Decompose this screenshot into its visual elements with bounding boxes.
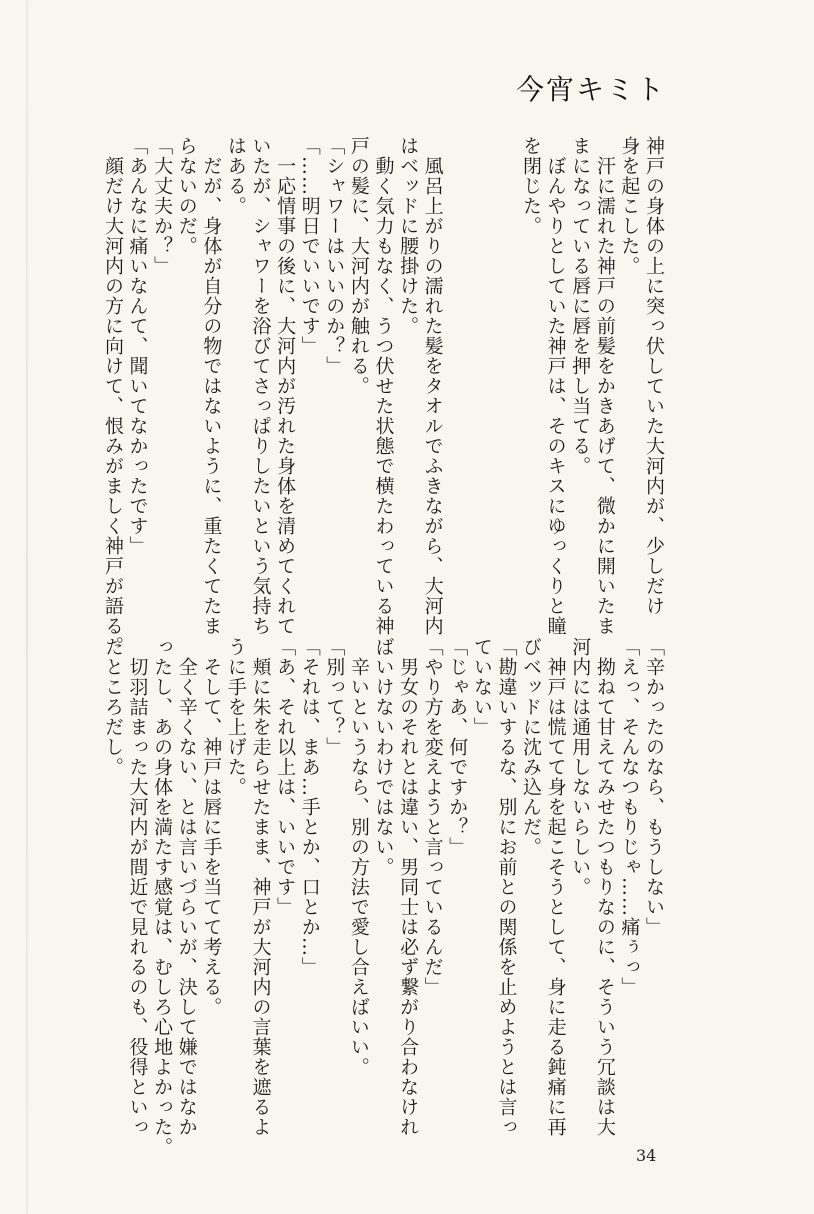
text-line: 「あ、それ以上は、いいです」	[274, 637, 297, 917]
text-line: 「別って？」	[323, 637, 346, 757]
text-line: 「シャワーはいいのか？」	[323, 136, 346, 376]
text-line: 「やり方を変えようと言っているんだ」	[421, 637, 444, 997]
text-line: びベッドに沈み込んだ。	[520, 637, 543, 857]
text-line: 「……明日でいいです」	[298, 136, 321, 356]
text-line: ったし、あの身体を満たす感覚は、むしろ心地よかった。	[151, 637, 174, 1157]
text-line: いたが、シャワーを浴びてさっぱりしたいという気持ち	[249, 136, 272, 636]
text-line: らないのだ。	[175, 136, 198, 256]
text-line: 全く辛くない、とは言いづらいが、決して嫌ではなか	[175, 637, 198, 1137]
text-line: 「それは、まあ…手とか、口とか…」	[298, 637, 321, 977]
text-line: 切羽詰まった大河内が間近で見れるのも、役得といっ	[126, 637, 149, 1137]
page-number: 34	[636, 1146, 657, 1165]
text-line: 身を起こした。	[618, 136, 641, 276]
text-line: だが、身体が自分の物ではないように、重たくてたま	[200, 136, 223, 636]
text-line: まになっている唇に唇を押し当てる。	[569, 136, 592, 476]
text-line: を閉じた。	[520, 136, 543, 236]
text-line	[469, 136, 494, 596]
text-line: 拗ねて甘えてみせたつもりなのに、そういう冗談は大	[593, 637, 616, 1137]
text-line	[494, 136, 519, 596]
text-line: 辛いというなら、別の方法で愛し合えばいい。	[347, 637, 370, 1077]
text-line: 「大丈夫か？」	[151, 136, 174, 276]
text-line: 「辛かったのなら、もうしない」	[643, 637, 665, 937]
text-line: 汗に濡れた神戸の前髪をかきあげて、微かに開いたま	[593, 136, 616, 636]
text-line: 頬に朱を走らせたまま、神戸が大河内の言葉を遮るよ	[249, 637, 272, 1137]
text-line: 「えっ、そんなつもりじゃ……痛ぅっ」	[618, 637, 641, 997]
text-line: 「じゃあ、何ですか？」	[446, 637, 469, 857]
text-line: 動く気力もなく、うつ伏せた状態で横たわっている神	[372, 136, 395, 636]
text-line: 顔だけ大河内の方に向けて、恨みがましく神戸が語る。	[101, 136, 124, 656]
text-line: 男女のそれとは違い、男同士は必ず繋がり合わなけれ	[397, 637, 420, 1137]
text-line: 神戸は慌てて身を起こそうとして、身に走る鈍痛に再	[544, 637, 567, 1137]
page-gutter-shadow	[26, 0, 28, 1214]
text-line: 「あんなに痛いなんて、聞いてなかったです」	[126, 136, 149, 556]
text-line: 神戸の身体の上に突っ伏していた大河内が、少しだけ	[643, 136, 665, 616]
text-line: 戸の髪に、大河内が触れる。	[347, 136, 370, 396]
text-line: 「勘違いするな、別にお前との関係を止めようとは言っ	[495, 637, 518, 1137]
author-name: 今宵キミト	[515, 73, 666, 106]
text-line: 一応情事の後に、大河内が汚れた身体を清めてくれて	[274, 136, 297, 636]
text-line: はベッドに腰掛けた。	[397, 136, 420, 336]
text-line: 風呂上がりの濡れた髪をタオルでふきながら、大河内	[421, 136, 444, 636]
text-line: うに手を上げた。	[224, 637, 247, 797]
text-line: ていない」	[470, 637, 493, 737]
text-line: ぼんやりとしていた神戸は、そのキスにゆっくりと瞳	[544, 136, 567, 636]
text-line: たところだし。	[101, 637, 124, 777]
text-block-upper	[100, 136, 666, 656]
text-line: はある。	[224, 136, 247, 216]
text-line: そして、神戸は唇に手を当てて考える。	[200, 637, 223, 1017]
text-line: 河内には通用しないらしい。	[569, 637, 592, 897]
text-line	[445, 136, 470, 596]
text-line: ばいけないわけではない。	[372, 637, 395, 877]
